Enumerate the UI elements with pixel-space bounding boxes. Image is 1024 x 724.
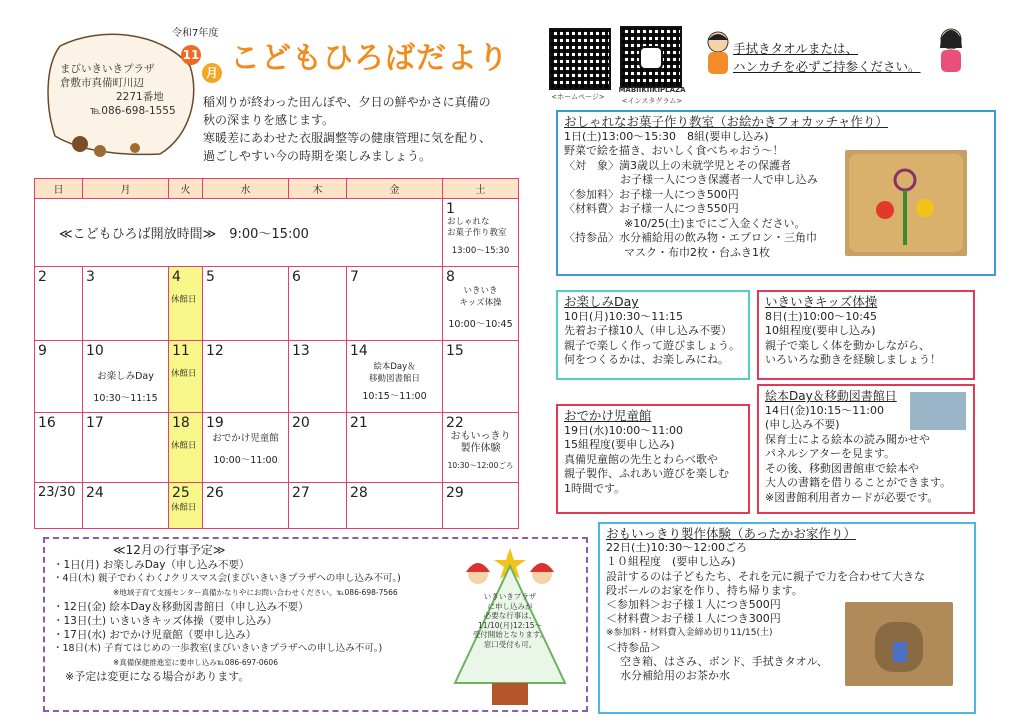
- intro-line: 寒暖差にあわせた衣服調整等の健康管理に気を配り、: [203, 131, 492, 145]
- open-hours-cell: [35, 199, 443, 267]
- december-event: ・13日(土) いきいきキッズ体操（要申し込み）: [53, 615, 278, 627]
- day-cell[interactable]: [347, 341, 443, 413]
- kids-title: いきいきキッズ体操: [765, 294, 878, 309]
- day-cell[interactable]: [35, 341, 83, 413]
- ehon-line: (申し込み不要): [765, 418, 840, 431]
- day-number: 8: [446, 269, 455, 285]
- tree-note-line: に申し込みが: [487, 601, 533, 611]
- otanoshimi-line: 先着お子様10人（申し込み不要）: [564, 324, 732, 337]
- day-number: 27: [292, 485, 310, 501]
- day-cell[interactable]: [35, 413, 83, 483]
- okashi-material: 〈材料費〉お子様一人につき550円: [564, 202, 739, 215]
- day-cell[interactable]: [169, 413, 203, 483]
- seisaku-date: 22日(土)10:30～12:00ごろ: [606, 541, 747, 555]
- library-bus-photo: [910, 392, 966, 430]
- day-cell[interactable]: [83, 341, 169, 413]
- tree-note-line: いきいきプラザ: [483, 592, 537, 601]
- intro-line: 秋の深まりを感じます。: [203, 113, 335, 127]
- event-line: お菓子作り教室: [447, 228, 507, 238]
- intro-text: [203, 93, 533, 165]
- calendar-week-3: [35, 341, 519, 413]
- event-line: 移動図書館日: [368, 374, 420, 384]
- ehon-line: パネルシアターを見ます。: [765, 447, 896, 460]
- day-event: おでかけ児童館: [212, 433, 279, 444]
- ehon-line: 大人の書籍を借りることができます。: [765, 476, 952, 489]
- closed-label: 休館日: [171, 295, 197, 305]
- day-number: 9: [38, 343, 47, 359]
- okashi-bring-2: マスク・布巾2枚・台ふき1枚: [624, 245, 770, 259]
- ehon-date: 14日(金)10:15～11:00: [765, 403, 884, 417]
- okashi-title: おしゃれなお菓子作り教室（お絵かきフォカッチャ作り）: [564, 114, 888, 129]
- seisaku-line: ＜持参品＞: [606, 640, 661, 654]
- seisaku-line: ＜材料費＞お子様１人につき300円: [606, 612, 781, 626]
- day-cell[interactable]: [203, 341, 289, 413]
- otanoshimi-line: 何をつくるかは、お楽しみにね。: [564, 353, 729, 366]
- calendar-week-5: [35, 483, 519, 529]
- tree-note-line: 必要な行事は、: [483, 611, 537, 620]
- girl-icon: [934, 26, 968, 80]
- day-cell[interactable]: [347, 483, 443, 529]
- event-time: 10:30～11:15: [93, 393, 158, 404]
- weekday-thu: 木: [289, 179, 347, 199]
- day-cell[interactable]: [203, 413, 289, 483]
- homepage-caption: <ホームページ>: [551, 93, 605, 101]
- day-number: 17: [86, 415, 104, 431]
- event-time: 10:00～11:00: [213, 455, 278, 466]
- cardboard-house-photo: [845, 602, 953, 686]
- day-number: 5: [206, 269, 215, 285]
- kids-line: 10組程度(要申し込み): [765, 324, 876, 337]
- weekday-tue: 火: [169, 179, 203, 199]
- calendar-week-2: [35, 267, 519, 341]
- day-cell[interactable]: [443, 341, 519, 413]
- tree-note: [455, 592, 565, 649]
- day-cell[interactable]: [169, 341, 203, 413]
- closed-label: 休館日: [171, 503, 197, 513]
- december-note: ※真備保健推進室に要申し込み℡086-697-0606: [113, 658, 278, 667]
- day-cell[interactable]: [443, 413, 519, 483]
- tree-note-line: 11/10(月)12:15～: [477, 620, 543, 630]
- day-cell[interactable]: [289, 413, 347, 483]
- seisaku-line: 水分補給用のお茶か水: [620, 669, 730, 683]
- event-time: 10:30～12:00ごろ: [447, 461, 514, 470]
- towel-notice-line: 手拭きタオルまたは、: [733, 41, 859, 56]
- okashi-note: ※10/25(土)までにご入金ください。: [624, 216, 806, 230]
- day-cell[interactable]: [83, 483, 169, 529]
- day-event: お楽しみDay: [97, 371, 154, 382]
- intro-line: 稲刈りが終わった田んぼや、夕日の鮮やかさに真備の: [203, 95, 491, 109]
- day-cell[interactable]: [83, 267, 169, 341]
- day-number: 21: [350, 415, 368, 431]
- event-calendar: [34, 178, 519, 529]
- day-cell[interactable]: [347, 267, 443, 341]
- towel-notice: [733, 40, 921, 76]
- event-line: いきいき: [463, 286, 498, 296]
- seisaku-line: 段ボールのお家を作り、持ち帰ります。: [606, 583, 803, 597]
- month-kanji: 月: [202, 63, 222, 83]
- otanoshimi-title: お楽しみDay: [564, 294, 639, 309]
- tree-note-line: 窓口受付も可。: [483, 639, 537, 649]
- odekake-line: 1時間です。: [564, 481, 626, 495]
- center-info: [60, 62, 176, 118]
- event-line: おもいっきり: [450, 431, 511, 442]
- ehon-line: 保育士による絵本の読み聞かせや: [765, 432, 930, 446]
- instagram-caption: <インスタグラム>: [621, 97, 683, 105]
- homepage-qr-code[interactable]: [549, 28, 611, 90]
- day-cell[interactable]: [35, 267, 83, 341]
- day-cell[interactable]: [289, 483, 347, 529]
- day-number: 15: [446, 343, 464, 359]
- fiscal-year: 令和7年度: [172, 28, 219, 39]
- closed-label: 休館日: [171, 369, 197, 379]
- focaccia-photo: [845, 150, 967, 256]
- odekake-line: 親子製作、ふれあい遊びを楽しむ: [564, 467, 729, 480]
- day-number: 10: [86, 343, 104, 359]
- okashi-target-note: お子様一人につき保護者一人で申し込み: [620, 173, 818, 186]
- day-cell[interactable]: [289, 341, 347, 413]
- december-event: ・18日(木) 子育てはじめの一歩教室(まびいきいきプラザへの申し込み不可。): [53, 643, 383, 654]
- day-number: 3: [86, 269, 95, 285]
- seisaku-line: 空き箱、はさみ、ボンド、手拭きタオル、: [620, 654, 828, 668]
- weekday-sat: 土: [443, 179, 519, 199]
- org-name: まびいきいきプラザ: [60, 63, 155, 75]
- kids-line: 親子で楽しく体を動かしながら、: [765, 338, 930, 352]
- event-line: おしゃれな: [447, 217, 490, 227]
- day-number: 14: [350, 343, 368, 359]
- instagram-icon: [639, 46, 663, 70]
- weekday-fri: 金: [347, 179, 443, 199]
- boy-icon: [703, 30, 733, 82]
- okashi-bring: 〈持参品〉水分補給用の飲み物・エプロン・三角巾: [564, 231, 817, 244]
- day-event: [443, 217, 518, 239]
- day-number: 12: [206, 343, 224, 359]
- day-cell[interactable]: [169, 267, 203, 341]
- day-number: 23/30: [38, 485, 76, 500]
- december-title: ≪12月の行事予定≫: [113, 543, 226, 557]
- event-line: キッズ体操: [459, 298, 502, 308]
- seisaku-line: １０組程度 (要申し込み): [606, 555, 736, 569]
- day-event: [443, 285, 518, 309]
- weekday-mon: 月: [83, 179, 169, 199]
- december-event: ・12日(金) 絵本Day＆移動図書館日（申し込み不要）: [53, 601, 309, 613]
- otanoshimi-line: 親子で楽しく作って遊びましょう。: [564, 338, 740, 352]
- event-line: 製作体験: [460, 443, 501, 454]
- day-number: 7: [350, 269, 359, 285]
- phone-number: ℡086-698-1555: [90, 105, 176, 117]
- december-note: ※地域子育て支援センター真備かなりやにお問い合わせください。℡086-698-7566: [113, 588, 398, 597]
- day-number: 6: [292, 269, 301, 285]
- weekday-wed: 水: [203, 179, 289, 199]
- kids-exercise-box: [757, 290, 975, 380]
- okashi-date: 1日(土)13:00～15:30 8組(要申し込み): [564, 129, 769, 143]
- day-cell[interactable]: [203, 267, 289, 341]
- okashi-target: 〈対 象〉満3歳以上の未就学児とその保護者: [564, 158, 791, 172]
- day-number: 16: [38, 415, 56, 431]
- weekday-header-row: [35, 179, 519, 199]
- day-number: 4: [172, 269, 181, 285]
- event-time: 10:00～10:45: [448, 319, 513, 330]
- odekake-date: 19日(水)10:00～11:00: [564, 423, 683, 437]
- event-time: 10:15～11:00: [362, 391, 427, 402]
- day-number: 24: [86, 485, 104, 501]
- day-cell[interactable]: [443, 199, 519, 267]
- kids-date: 8日(土)10:00～10:45: [765, 309, 877, 323]
- day-cell[interactable]: [83, 413, 169, 483]
- closed-label: 休館日: [171, 441, 197, 451]
- towel-notice-line: ハンカチを必ずご持参ください。: [733, 59, 921, 74]
- event-time: 13:00～15:30: [451, 246, 510, 256]
- day-cell[interactable]: [289, 267, 347, 341]
- event-line: 絵本Day＆: [373, 362, 416, 372]
- open-hours: ≪こどもひろば開放時間≫ 9:00～15:00: [59, 227, 309, 242]
- december-event: ・4日(木) 親子でわくわく♪クリスマス会(まびいきいきプラザへの申し込み不可。): [53, 573, 401, 584]
- okashi-fee: 〈参加料〉お子様一人につき500円: [564, 187, 739, 201]
- kids-line: いろいろな動きを経験しましょう！: [765, 353, 941, 366]
- day-number: 13: [292, 343, 310, 359]
- day-cell[interactable]: [169, 483, 203, 529]
- tree-note-line: 受付開始となります。: [472, 630, 548, 639]
- instagram-name: MABIIKIIKIPLAZA: [618, 86, 686, 94]
- day-cell[interactable]: [35, 483, 83, 529]
- calendar-week-4: [35, 413, 519, 483]
- okashi-desc: 野菜で絵を描き、おいしく食べちゃおう～！: [564, 144, 784, 157]
- address-line1: 倉敷市真備町川辺: [60, 77, 144, 89]
- ehon-line: ※図書館利用者カードが必要です。: [765, 490, 939, 504]
- schedule-footnote: ※予定は変更になる場合があります。: [65, 670, 250, 683]
- day-number: 1: [446, 201, 455, 217]
- day-number: 18: [172, 415, 190, 431]
- address-line2: 2271番地: [116, 91, 164, 103]
- odekake-box: [556, 404, 750, 514]
- weekday-sun: 日: [35, 179, 83, 199]
- day-cell[interactable]: [203, 483, 289, 529]
- december-event: ・17日(水) おでかけ児童館（要申し込み）: [53, 629, 257, 641]
- page-title: こどもひろばだより: [230, 41, 509, 76]
- day-number: 25: [172, 485, 190, 501]
- calendar-week-1: [35, 199, 519, 267]
- day-number: 20: [292, 415, 310, 431]
- day-event: [347, 361, 442, 385]
- odekake-line: 真備児童館の先生とわらべ歌や: [564, 452, 718, 466]
- day-number: 29: [446, 485, 464, 501]
- otanoshimi-box: [556, 290, 750, 380]
- day-number: 19: [206, 415, 224, 431]
- seisaku-line: 設計するのは子どもたち、それを元に親子で力を合わせて大きな: [606, 569, 925, 583]
- day-number: 28: [350, 485, 368, 501]
- day-cell[interactable]: [347, 413, 443, 483]
- day-number: 22: [446, 415, 464, 431]
- intro-line: 過ごしやすい今の時期を楽しみましょう。: [203, 149, 432, 163]
- december-event: ・1日(月) お楽しみDay（申し込み不要）: [53, 559, 250, 571]
- ehon-title: 絵本Day＆移動図書館日: [765, 389, 897, 403]
- odekake-title: おでかけ児童館: [564, 408, 652, 423]
- otanoshimi-date: 10日(月)10:30～11:15: [564, 309, 683, 323]
- day-cell[interactable]: [443, 483, 519, 529]
- month-number: 11: [181, 45, 201, 65]
- day-number: 2: [38, 269, 47, 285]
- ehon-line: その後、移動図書館車で絵本や: [765, 461, 919, 475]
- seisaku-line: ＜参加料＞お子様１人につき500円: [606, 598, 781, 612]
- day-number: 11: [172, 343, 190, 359]
- seisaku-line: ※参加料・材料費入金締め切り11/15(土): [606, 628, 773, 639]
- day-number: 26: [206, 485, 224, 501]
- odekake-line: 15組程度(要申し込み): [564, 438, 675, 451]
- seisaku-title: おもいっきり製作体験（あったかお家作り）: [606, 526, 856, 541]
- day-event: [443, 431, 518, 455]
- day-cell[interactable]: [443, 267, 519, 341]
